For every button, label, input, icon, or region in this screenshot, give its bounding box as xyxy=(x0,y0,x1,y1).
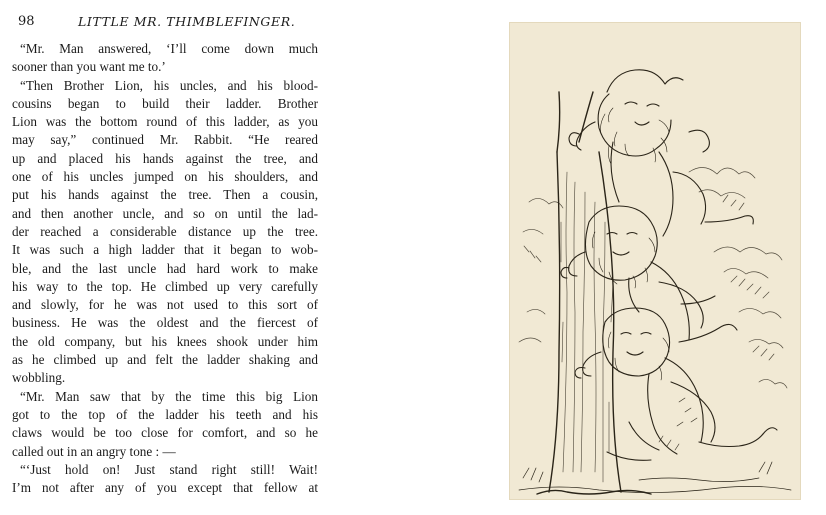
text-line: wobbling. xyxy=(12,370,66,386)
illustration-plate xyxy=(509,22,801,500)
text-line: ble, and the last uncle had hard work to make xyxy=(12,260,318,276)
text-line: as he climbed up and felt the ladder shaking and xyxy=(12,352,318,368)
bark-hatching xyxy=(561,172,613,482)
text-line: business. He was the oldest and the fiercest of xyxy=(12,315,318,331)
text-page xyxy=(0,0,335,515)
text-line: got to the top of the ladder his teeth and his xyxy=(12,406,318,422)
body-text xyxy=(12,40,318,497)
text-line: “Mr. Man saw that by the time this big Lion xyxy=(20,388,318,404)
text-line: may say,” continued Mr. Rabbit. “He reared xyxy=(12,132,318,148)
text-line: “Then Brother Lion, his uncles, and his blood- xyxy=(20,77,318,93)
text-line: up and placed his hands against the tree, and xyxy=(12,150,318,166)
text-line: and then another uncle, and so on until the lad- xyxy=(12,205,318,221)
text-line: cousins began to build their ladder. Brother xyxy=(12,95,318,111)
top-lion xyxy=(569,70,753,236)
text-line: one of his uncles jumped on his shoulders, and xyxy=(12,169,318,185)
text-line: “Mr. Man answered, ‘I’ll come down much xyxy=(20,41,318,56)
text-line: claws would be too close for comfort, and so he xyxy=(12,425,318,441)
page-number: 98 xyxy=(18,14,35,29)
bottom-lion-mane xyxy=(608,332,697,450)
ground-lines xyxy=(519,462,791,493)
text-line: called out in an angry tone : — xyxy=(12,443,176,459)
text-line: der reached a considerable distance up the tree. xyxy=(12,223,318,239)
text-line: “‘Just hold on! Just stand right still! Wait! xyxy=(20,461,318,477)
text-line: the old company, but his knees shook under him xyxy=(12,333,318,349)
text-line: sooner than you want me to.’ xyxy=(12,59,166,75)
bottom-lion xyxy=(575,308,777,460)
text-line: It was such a high ladder that it began to wob- xyxy=(12,242,318,258)
text-line: and slowly, for he was not used to this sort of xyxy=(12,297,318,313)
running-title: LITTLE MR. THIMBLEFINGER. xyxy=(78,14,296,29)
text-line: I’m not after any of you except that fellow at xyxy=(12,480,318,496)
text-line: put his hands against the tree. Then a cousin, xyxy=(12,187,318,203)
lions-ladder-engraving-icon xyxy=(509,22,801,500)
text-line: Lion was the bottom round of this ladder, as you xyxy=(12,114,318,130)
text-line: his way to the top. He climbed up very carefully xyxy=(12,278,318,294)
running-head xyxy=(12,14,322,34)
